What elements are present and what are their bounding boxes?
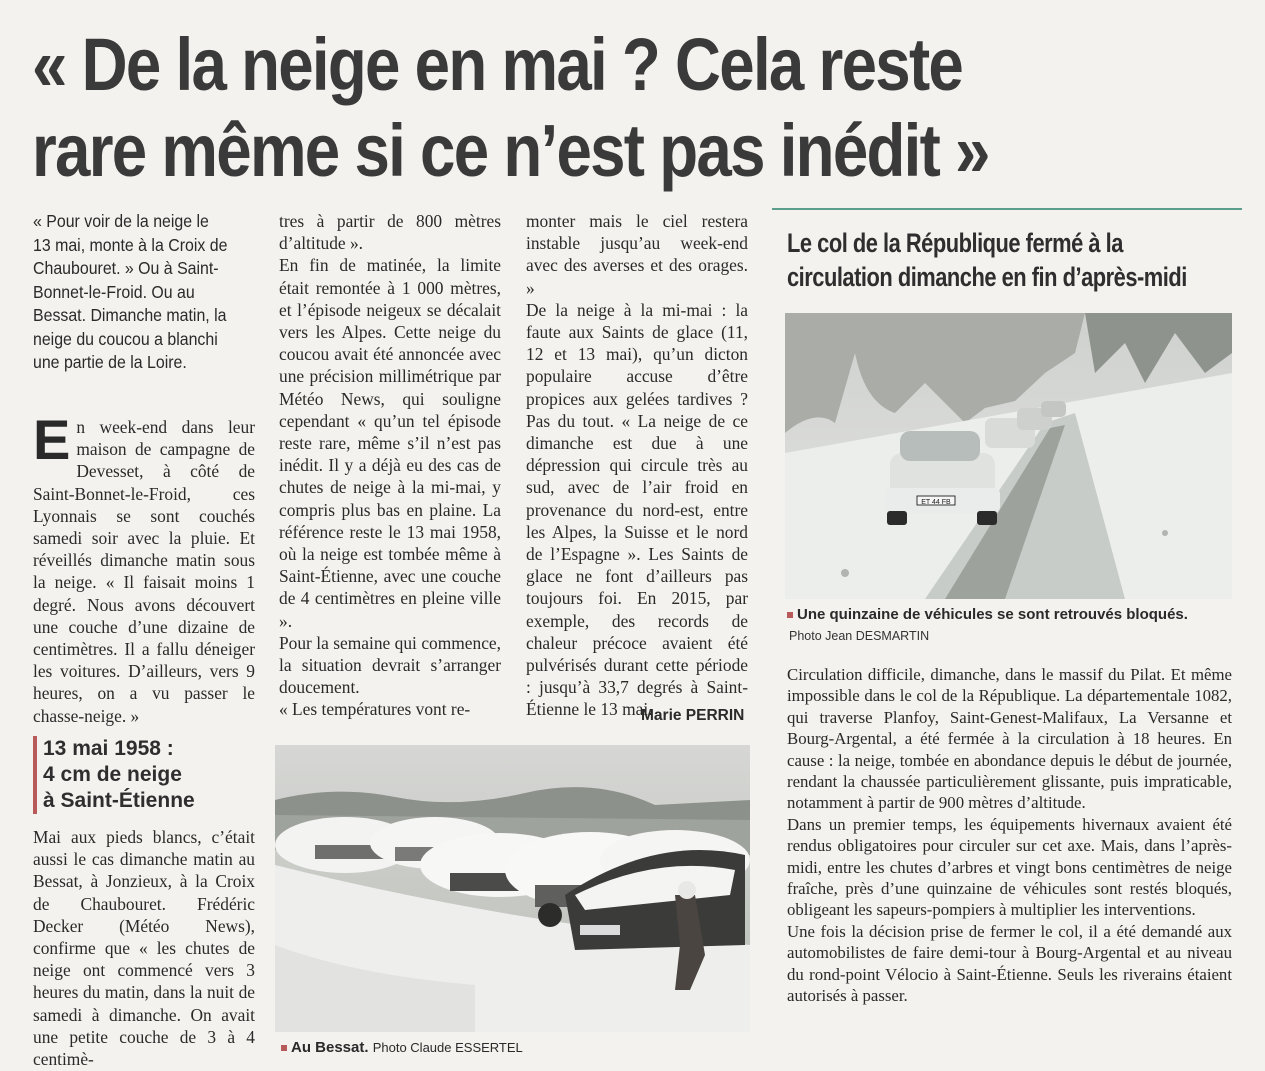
article-column-1 (33, 408, 255, 727)
caption-marker (787, 612, 793, 618)
drop-cap: E (33, 408, 71, 471)
sidebar-body (787, 664, 1232, 1007)
column-2-paragraph-2: En fin de matinée, la limite était remontée à 1 000 mètres, et l’épisode neigeux se décalait vers les Alpes. Cette neige du coucou avait été annoncée avec une précision millimétrique par Météo News, qui souligne cependant « qu’un tel épisode reste rare, même s’il n’est pas inédit. Il y a déjà eu des cas de chutes de neige à la mi-mai, y compris plus bas en plaine. La référence reste le 13 mai 1958, où la neige est tombée même à Saint-Étienne, avec une couche de 4 centimètres en pleine ville ». (279, 255, 501, 631)
license-plate: ET 44 FB (921, 499, 951, 506)
column-2-paragraph-4: « Les températures vont re- (279, 699, 471, 720)
photo-1-caption-text: Au Bessat. (291, 1039, 369, 1056)
photo-2-credit: Photo Jean DESMARTIN (789, 629, 930, 643)
column-3-paragraph-1: monter mais le ciel restera instable jusqu’au week-end avec des averses et des orages. » (526, 211, 748, 298)
intertitle-line-2: 4 cm de neige (43, 763, 182, 786)
intertitle-line-1: 13 mai 1958 : (43, 737, 174, 760)
photo-1-caption (281, 1039, 523, 1056)
sidebar-divider (772, 208, 1242, 210)
headline-line-2: rare même si ce n’est pas inédit » (32, 109, 989, 192)
snowy-cars-illustration (275, 745, 750, 1032)
column-1-text: n week-end dans leur maison de campagne de Devesset, à côté de Saint-Bonnet-le-Froid, ces Lyonnais se sont couchés samedi soir avec la pluie. Et réveillés dimanche matin sous la neige. « Il faisait moins 1 degré. Nous avons découvert une couche d’une dizaine de centimètres. Il a fallu déneiger les voitures. D’ailleurs, vers 9 heures, on a vu passer le chasse-neige. » (33, 417, 255, 726)
column-2-paragraph-3: Pour la semaine qui commence, la situation devrait s’arranger doucement. (279, 632, 501, 698)
article-lead: « Pour voir de la neige le 13 mai, monte à la Croix de Chaubouret. » Ou à Saint-Bonnet-le-Froid. Ou au Bessat. Dimanche matin, la neige du coucou a blanchi une partie de la Loire. (33, 211, 228, 372)
article-column-3 (526, 210, 748, 721)
sidebar-paragraph-1: Circulation difficile, dimanche, dans le massif du Pilat. Et même impossible dans le col de la République. La départementale 1082, qui traverse Planfoy, Saint-Genest-Malifaux, La Versanne et Bourg-Argental, a été fermée à la circulation à 18 heures. En cause : la neige, tombée en abondance depuis le début de journée, rendant la chaussée particulièrement glissante, puis impraticable, notamment à partir de 900 mètres d’altitude. (787, 665, 1232, 813)
intertitle (33, 736, 273, 814)
photo-col-de-la-republique (785, 313, 1232, 599)
headline-line-1: « De la neige en mai ? Cela reste (32, 23, 963, 106)
photo-2-caption (787, 606, 1188, 623)
sidebar-paragraph-2: Dans un premier temps, les équipements hivernaux avaient été rendus obligatoires pour circuler sur cet axe. Mais, dans l’après-midi, entre les chutes d’arbres et vingt bons centimètres de neige fraîche, près d’une quinzaine de véhicules sont restés bloqués, obligeant les sapeurs-pompiers à multiplier les interventions. (787, 814, 1232, 920)
photo-1-credit: Photo Claude ESSERTEL (372, 1040, 523, 1055)
column-1-paragraph (33, 408, 255, 727)
sidebar-title-line-2: circulation dimanche en fin d’après-midi (787, 262, 1187, 292)
intertitle-text-block (33, 826, 255, 1070)
sidebar-paragraph-3: Une fois la décision prise de fermer le col, il a été demandé aux automobilistes de faire demi-tour à Bourg-Argental et au niveau du rond-point Vélocio à Saint-Étienne. Seuls les riverains étaient autorisés à passer. (787, 921, 1232, 1006)
intertitle-line-3: à Saint-Étienne (43, 789, 195, 812)
headline (32, 22, 1064, 194)
column-3-paragraph-2: De la neige à la mi-mai : la faute aux Saints de glace (11, 12 et 13 mai), qu’un dicton populaire accuse d’être propices aux gelées tardives ? Pas du tout. « La neige de ce dimanche est due à une dépression qui circule très au sud, avec de l’air froid en provenance du nord-est, entre les Alpes, la Suisse et le nord de l’Espagne ». Les Saints de glace ne font d’ailleurs pas toujours foi. En 2015, par exemple, des records de chaleur précoce avaient été pulvérisés durant cette période : jusqu’à 33,7 degrés à Saint-Étienne le 13 mai. (526, 299, 748, 720)
sidebar-title (787, 226, 1241, 294)
article-column-2 (279, 210, 501, 721)
snowy-road-illustration (785, 313, 1232, 599)
photo-2-caption-text: Une quinzaine de véhicules se sont retrouvés bloqués. (797, 606, 1188, 623)
column-2-paragraph-1: tres à partir de 800 mètres d’altitude ». (279, 211, 501, 254)
photo-au-bessat (275, 745, 750, 1032)
author-signature: Marie PERRIN (641, 707, 745, 724)
sidebar-title-line-1: Le col de la République fermé à la (787, 228, 1123, 258)
caption-marker (281, 1045, 287, 1051)
intertitle-text: Mai aux pieds blancs, c’était aussi le cas dimanche matin au Bessat, à Jonzieux, à la Croix de Chaubouret. Frédéric Decker (Météo News), confirme que « les chutes de neige ont commencé vers 3 heures du matin, dans la nuit de samedi à dimanche. On avait une petite couche de 3 à 4 centimè- (33, 827, 255, 1070)
